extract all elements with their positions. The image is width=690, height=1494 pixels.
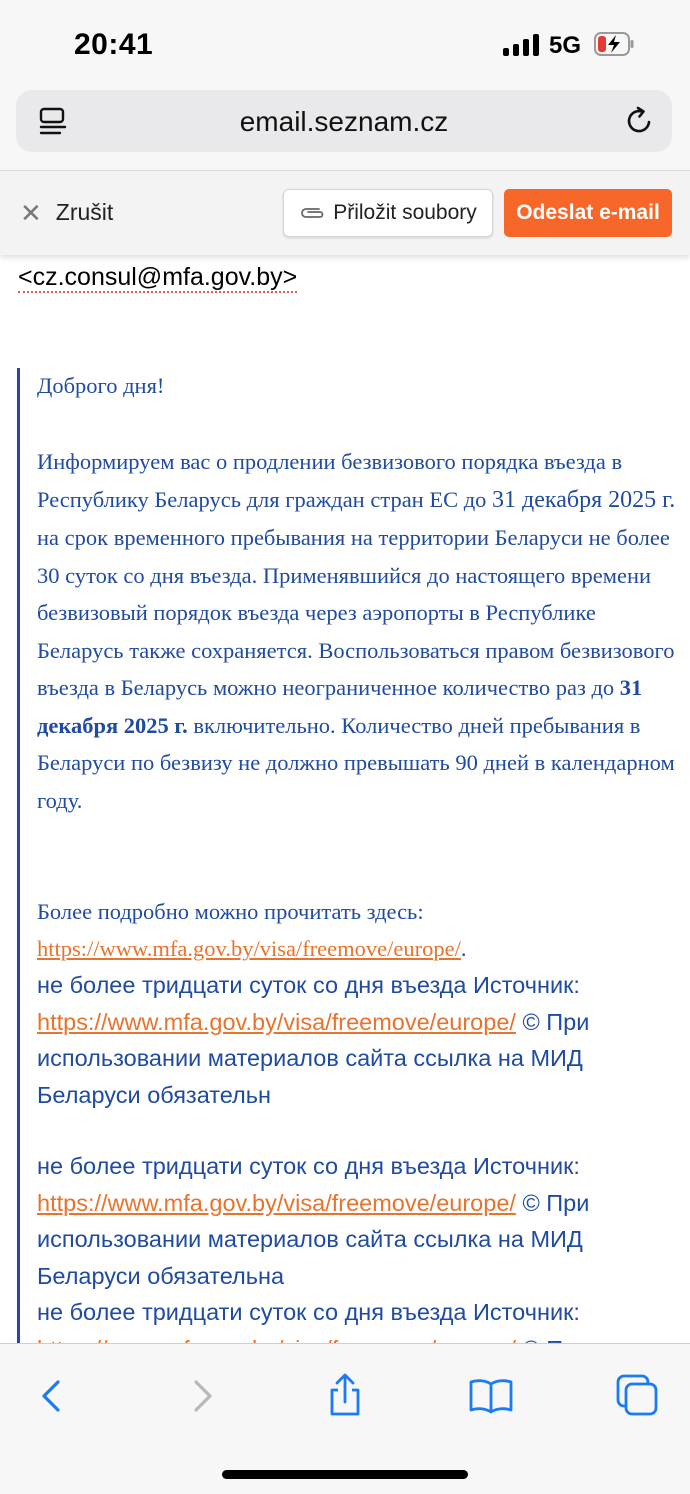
cancel-button[interactable] [20, 199, 113, 226]
more-info-line: https://www.mfa.gov.by/visa/freemove/europe/. [37, 936, 467, 961]
source-link-2[interactable]: https://www.mfa.gov.by/visa/freemove/europe/ [37, 1189, 516, 1216]
back-icon[interactable] [28, 1372, 76, 1420]
signal-icon [503, 34, 539, 56]
network-type: 5G [549, 32, 582, 59]
source-link-1[interactable]: https://www.mfa.gov.by/visa/freemove/europe/ [37, 1008, 516, 1035]
share-icon[interactable] [321, 1372, 369, 1420]
forward-icon[interactable] [178, 1372, 226, 1420]
source-block-2: не более тридцати суток со дня въезда Источник: https://www.mfa.gov.by/visa/freemove/europe/ © При использовании материалов сайта ссылка на МИД Беларуси обязательна не более тридцати суток со дня въезда Источник: [37, 1148, 677, 1367]
email-body[interactable] [0, 255, 690, 1343]
send-email-button[interactable]: Odeslat e-mail [504, 189, 672, 237]
more-info-label: Более подробно можно прочитать здесь: [37, 899, 424, 924]
recipient-address: <cz.consul@mfa.gov.by> [18, 263, 298, 291]
browser-bottom-toolbar [0, 1343, 690, 1494]
paragraph-info: Информируем вас о продлении безвизового порядка въезда в Республику Беларусь для граждан стран ЕС до 31 декабря 2025 г. на срок временного пребывания на территории Беларуси не более 30 суток со дня въезда. Применявшийся до настоящего времени безвизовый порядок въезда через аэропорты в Республике Беларусь также сохраняется. Воспользоваться правом безвизового въезда в Беларусь можно неограниченное количество раз до 31 декабря 2025 г. включительно. Количество дней пребывания в Беларуси по безвизу не должно превышать 90 дней в календарном году. [37, 449, 676, 813]
status-bar [0, 0, 690, 86]
address-bar[interactable] [16, 90, 672, 152]
home-indicator [222, 1470, 468, 1479]
source-block-1: не более тридцати суток со дня въезда Источник: https://www.mfa.gov.by/visa/freemove/europe/ © При использовании материалов сайта ссылка на МИД Беларуси обязательн [37, 972, 590, 1108]
attach-label: Přiložit soubory [333, 201, 477, 224]
bookmarks-icon[interactable] [467, 1372, 515, 1420]
paperclip-icon [299, 205, 325, 221]
tabs-icon[interactable] [614, 1372, 662, 1420]
reload-icon[interactable] [624, 105, 656, 137]
address-bar-area [0, 86, 690, 171]
status-time: 20:41 [74, 28, 154, 61]
compose-toolbar [0, 171, 690, 255]
url-text[interactable]: email.seznam.cz [239, 106, 449, 137]
quote-bar [17, 368, 20, 1348]
battery-low-charging-icon [594, 32, 634, 56]
greeting: Доброго дня! [37, 373, 165, 398]
attach-files-button[interactable] [283, 189, 493, 237]
mfa-link[interactable]: https://www.mfa.gov.by/visa/freemove/europe/ [37, 936, 461, 961]
cancel-label: Zrušit [55, 199, 114, 225]
close-icon: ✕ [20, 197, 42, 228]
